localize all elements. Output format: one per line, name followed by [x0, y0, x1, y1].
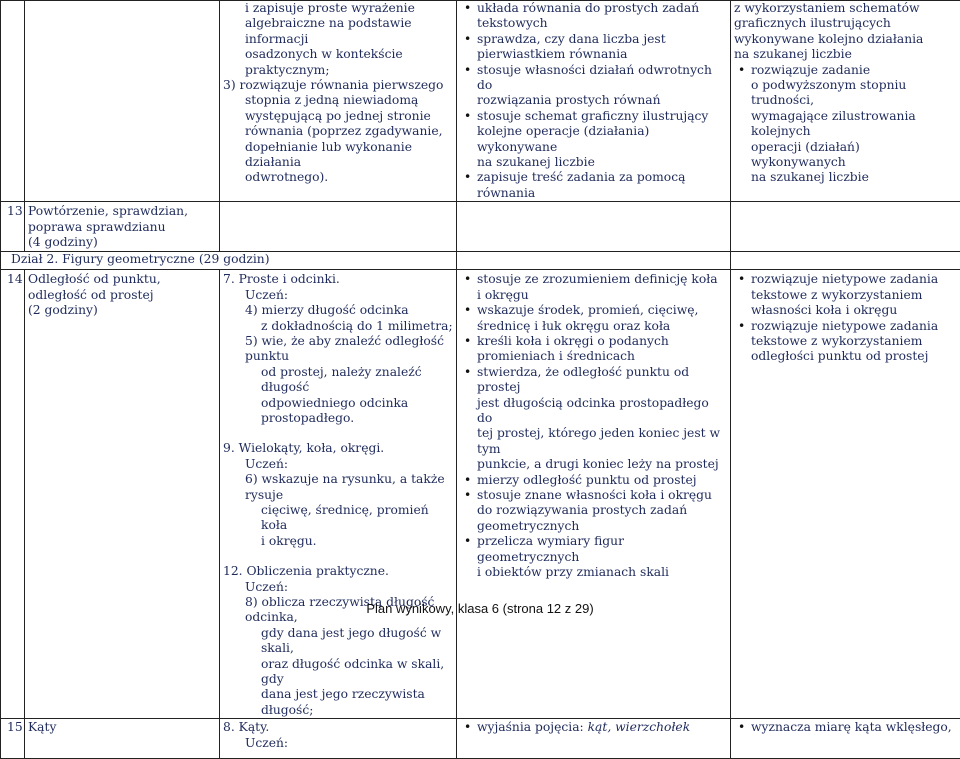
section-heading: 8. Kąty.	[223, 720, 453, 735]
text-line: dopełnianie lub wykonanie działania	[223, 140, 453, 171]
extended-requirements-cell	[731, 719, 960, 759]
page-footer: Plan wynikowy, klasa 6 (strona 12 z 29)	[0, 601, 960, 616]
list-item: • stwierdza, że odległość punktu od prostej jest długością odcinka prostopadłego do tej prostej, którego jeden koniec jest w tym punkcie, a drugi koniec leży na prostej	[460, 365, 727, 473]
requirements-cell	[220, 719, 457, 759]
list-item: • stosuje własności działań odwrotnych do rozwiązania prostych równań	[460, 63, 727, 109]
text-line: dana jest jego rzeczywista długość;	[223, 687, 453, 718]
topic-cell: Kąty	[25, 719, 220, 759]
extended-requirements-cell	[731, 1, 960, 202]
text-line: 8) oblicza rzeczywistą długość odcinka,	[223, 595, 453, 626]
list-item: • rozwiązuje nietypowe zadania tekstowe z wykorzystaniem odległości punktu od prostej	[734, 319, 957, 365]
row-number: 14	[1, 270, 25, 719]
basic-requirements-cell	[457, 719, 731, 759]
table-row	[1, 719, 960, 759]
text-line: 5) wie, że aby znaleźć odległość punktu	[223, 334, 453, 365]
row-number: 13	[1, 202, 25, 252]
text-line: oraz długość odcinka w skali, gdy	[223, 657, 453, 688]
table-row	[1, 202, 960, 252]
text-line: z dokładnością do 1 milimetra;	[223, 319, 453, 334]
section-header: Dział 2. Figury geometryczne (29 godzin)	[1, 252, 457, 270]
text-line: i zapisuje proste wyrażenie	[223, 1, 453, 16]
list-item: • zapisuje treść zadania za pomocą równania	[460, 170, 727, 201]
text-line: występującą po jednej stronie	[223, 109, 453, 124]
text-line: i okręgu.	[223, 534, 453, 549]
list-item: • stosuje schemat graficzny ilustrujący kolejne operacje (działania) wykonywane na szukanej liczbie	[460, 109, 727, 171]
text-line: na szukanej liczbie	[734, 47, 957, 62]
list-item: • przelicza wymiary figur geometrycznych i obiektów przy zmianach skali	[460, 534, 727, 580]
basic-requirements-cell	[457, 270, 731, 719]
row-number: 15	[1, 719, 25, 759]
uczen-label: Uczeń:	[223, 457, 453, 472]
topic-line: poprawa sprawdzianu	[28, 220, 216, 235]
text-line: stopnia z jedną niewiadomą	[223, 93, 453, 108]
topic-cell	[25, 270, 220, 719]
section-header-row	[1, 252, 960, 270]
list-item: • sprawdza, czy dana liczba jest pierwiastkiem równania	[460, 32, 727, 63]
text-line: odpowiedniego odcinka	[223, 396, 453, 411]
text-line: gdy dana jest jego długość w skali,	[223, 626, 453, 657]
topic-line: Powtórzenie, sprawdzian,	[28, 204, 216, 219]
text-line: 6) wskazuje na rysunku, a także rysuje	[223, 472, 453, 503]
topic-line: Odległość od punktu,	[28, 272, 216, 287]
topic-line: (4 godziny)	[28, 235, 216, 250]
topic-line: odległość od prostej	[28, 288, 216, 303]
text-line: osadzonych w kontekście	[223, 47, 453, 62]
text-line: z wykorzystaniem schematów	[734, 1, 957, 16]
uczen-label: Uczeń:	[223, 736, 453, 751]
uczen-label: Uczeń:	[223, 288, 453, 303]
text-line: wykonywane kolejno działania	[734, 32, 957, 47]
list-item: • rozwiązuje zadanie o podwyższonym stopniu trudności, wymagające zilustrowania kolejnych operacji (działań) wykonywanych na szukanej liczbie	[734, 63, 957, 186]
text-line: algebraiczne na podstawie informacji	[223, 16, 453, 47]
extended-requirements-cell	[731, 270, 960, 719]
list-item: • wyznacza miarę kąta wklęsłego,	[734, 720, 957, 735]
table-row	[1, 270, 960, 719]
text-line: 4) mierzy długość odcinka	[223, 303, 453, 318]
section-heading: 9. Wielokąty, koła, okręgi.	[223, 441, 453, 456]
text-line: cięciwę, średnicę, promień koła	[223, 503, 453, 534]
text-line: równania (poprzez zgadywanie,	[223, 124, 453, 139]
requirements-cell	[220, 1, 457, 202]
list-item: • kreśli koła i okręgi o podanych promieniach i średnicach	[460, 334, 727, 365]
list-item: • stosuje znane własności koła i okręgu do rozwiązywania prostych zadań geometrycznych	[460, 488, 727, 534]
requirements-cell	[220, 270, 457, 719]
text-line: 3) rozwiązuje równania pierwszego	[223, 78, 453, 93]
text-line: prostopadłego.	[223, 411, 453, 426]
list-item: • rozwiązuje nietypowe zadania tekstowe z wykorzystaniem własności koła i okręgu	[734, 272, 957, 318]
table-row-continued	[1, 1, 960, 202]
topic-line: (2 godziny)	[28, 303, 216, 318]
list-item: • wskazuje środek, promień, cięciwę, średnicę i łuk okręgu oraz koła	[460, 303, 727, 334]
list-item: • układa równania do prostych zadań tekstowych	[460, 1, 727, 32]
topic-cell	[25, 202, 220, 252]
section-heading: 12. Obliczenia praktyczne.	[223, 564, 453, 579]
list-item: • wyjaśnia pojęcia: kąt, wierzchołek	[460, 720, 727, 735]
text-line: od prostej, należy znaleźć długość	[223, 365, 453, 396]
uczen-label: Uczeń:	[223, 580, 453, 595]
text-line: praktycznym;	[223, 63, 453, 78]
text-line: graficznych ilustrujących	[734, 16, 957, 31]
basic-requirements-cell	[457, 1, 731, 202]
list-item: • stosuje ze zrozumieniem definicję koła i okręgu	[460, 272, 727, 303]
text-line: odwrotnego).	[223, 170, 453, 185]
section-heading: 7. Proste i odcinki.	[223, 272, 453, 287]
list-item: • mierzy odległość punktu od prostej	[460, 473, 727, 488]
